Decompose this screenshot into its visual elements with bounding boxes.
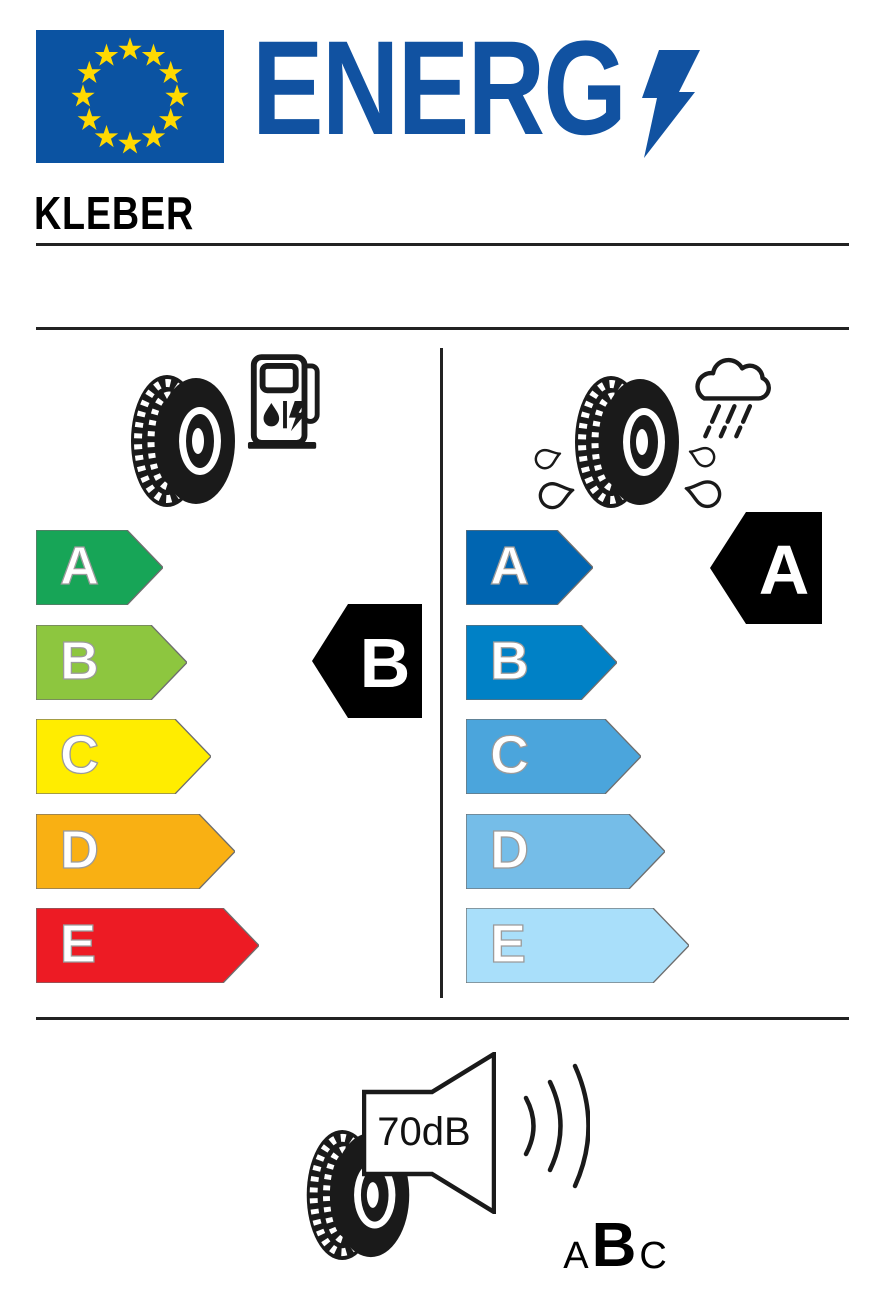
eu-flag	[36, 30, 224, 163]
tyre-icon	[127, 370, 237, 512]
grade-arrow-a	[36, 530, 163, 605]
tyre-icon	[570, 372, 682, 512]
vertical-divider	[440, 348, 443, 998]
grade-arrow-a	[466, 530, 593, 605]
noise-class-scale	[550, 1210, 680, 1280]
fuel-efficiency-rating-indicator	[312, 604, 422, 718]
noise-class-c: C	[639, 1235, 667, 1278]
svg-text:A: A	[758, 531, 810, 609]
grade-arrow-d	[36, 814, 235, 889]
grade-letter: D	[60, 819, 99, 880]
grade-letter: A	[60, 536, 99, 596]
grade-arrow-b	[36, 625, 187, 700]
wet-grip-rating-indicator	[710, 512, 822, 624]
noise-value: 70dB	[377, 1110, 471, 1154]
grade-letter: D	[490, 819, 529, 880]
grade-letter: B	[490, 630, 529, 691]
grade-letter: E	[490, 914, 527, 974]
fuel-efficiency-scale	[36, 530, 276, 985]
grade-letter: B	[60, 630, 99, 691]
fuel-pump-icon	[246, 352, 324, 450]
divider-line-upper	[36, 327, 849, 330]
water-splash-icon	[680, 470, 727, 517]
grade-arrow-c	[36, 719, 211, 794]
wet-grip-scale	[466, 530, 706, 985]
grade-arrow-e	[36, 908, 259, 983]
noise-class-a: A	[563, 1235, 589, 1278]
grade-arrow-e	[466, 908, 689, 983]
grade-arrow-b	[466, 625, 617, 700]
grade-arrow-c	[466, 719, 641, 794]
rain-cloud-icon	[683, 350, 780, 445]
svg-text:B: B	[359, 624, 411, 702]
grade-letter: C	[60, 725, 99, 785]
noise-class-b: B	[591, 1210, 637, 1280]
brand-name: KLEBER	[34, 187, 195, 239]
sound-waves-icon	[518, 1058, 590, 1194]
water-splash-icon	[530, 440, 566, 476]
divider-line-top	[36, 243, 849, 246]
grade-letter: A	[490, 536, 529, 596]
divider-line-lower	[36, 1017, 849, 1020]
grade-letter: E	[60, 914, 97, 974]
grade-arrow-d	[466, 814, 665, 889]
energ-logo-text: ENERG	[252, 14, 626, 163]
grade-letter: C	[490, 725, 529, 785]
lightning-bolt-icon	[640, 50, 704, 158]
